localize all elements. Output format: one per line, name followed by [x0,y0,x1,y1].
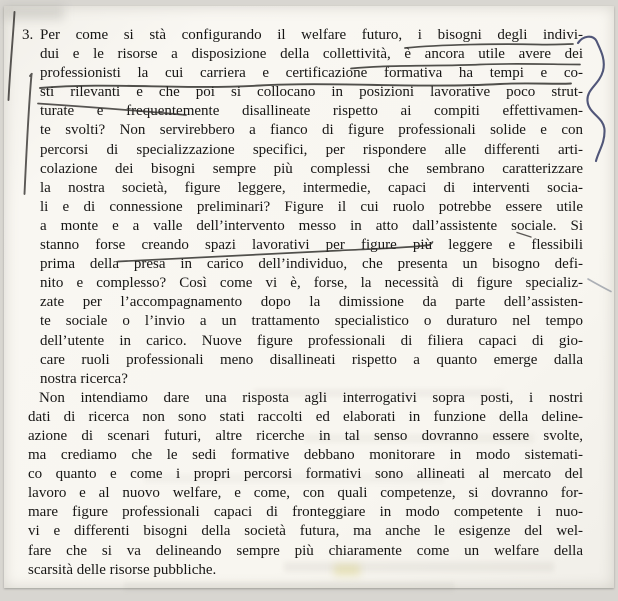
text-line: zate per l’accompagnamento dopo la dimissione da parte dell’assisten- [40,294,583,311]
text-line: a monte e a valle dell’intervento messo in atto dall’assistente sociale. Si [40,217,583,234]
text-line: colazione dei bisogni sempre più complessi che sembrano caratterizzare [40,160,583,177]
text-line: dell’utente in carico. Nuove figure professionali di filiera capaci di gio- [40,332,583,349]
text-line: mare figure professionali capaci di fronteggiare in modo competente i nuo- [28,504,583,521]
text-line: percorsi di specializzazione specifici, per rispondere alle differenti arti- [40,141,583,158]
text-line: ma crediamo che le sedi formative debbano monitorare in modo sistemati- [28,447,583,464]
scan-corner-smudge [4,6,64,20]
text-line: li e di connessione preliminari? Figure il cui ruolo potrebbe essere utile [40,198,583,215]
text-line: nostra ricerca? [40,370,128,387]
text-line: 3. Per come si stà configurando il welfare futuro, i bisogni degli indivi- [40,26,583,45]
body-text [0,26,618,580]
text-line: scarsità delle risorse pubbliche. [28,561,217,578]
text-line: professionisti la cui carriera e certificazione formativa ha tempi e co- [40,65,583,82]
text-line: turate e frequentemente disallineate rispetto ai compiti effettivamen- [40,103,583,120]
text-line: prima della presa in carico dell’individuo, che presenta un bisogno defi- [40,256,583,273]
text-line: azione di scenari futuri, altre ricerche in tal senso dovranno essere svolte, [28,427,583,444]
text-line: la nostra società, figure leggere, intermedie, capaci di interventi socia- [40,179,583,196]
text-line: dati di ricerca non sono stati raccolti ed elaborati in funzione della deline- [28,408,583,425]
text-line: te sociale o l’invio a un trattamento specialistico o duraturo nel tempo [40,313,583,330]
list-number: 3. [22,27,34,43]
text-line: lavoro e al nuovo welfare, e come, con quali competenze, si dovranno for- [28,485,583,502]
text-line: vi e differenti bisogni della società futura, ma anche le esigenze del wel- [28,523,583,540]
text-line: Non intendiamo dare una risposta agli interrogativi sopra posti, i nostri [39,389,583,406]
text-line: te svolti? Non servirebbero a fianco di figure professionali solide e con [40,122,583,139]
text-line: sti rilevanti e che poi si collocano in posizioni lavorative poco strut- [40,84,583,101]
page-showthrough [124,582,454,591]
text-line: stanno forse creando spazi lavorativi per figure più leggere e flessibili [40,237,583,254]
text-line: fare che si va delineando sempre più chiaramente come un welfare della [28,542,583,559]
text-line: care ruoli professionali meno disallineati rispetto a quanto emerge dalla [40,351,583,368]
text-line: nito e complesso? Così come vi è, forse, la necessità di figure specializ- [40,275,583,292]
text-line: co quanto e come i propri percorsi formativi sono allineati al mercato del [28,466,583,483]
text-line: dui e le risorse a disposizione della collettività, è ancora utile avere dei [40,46,583,63]
